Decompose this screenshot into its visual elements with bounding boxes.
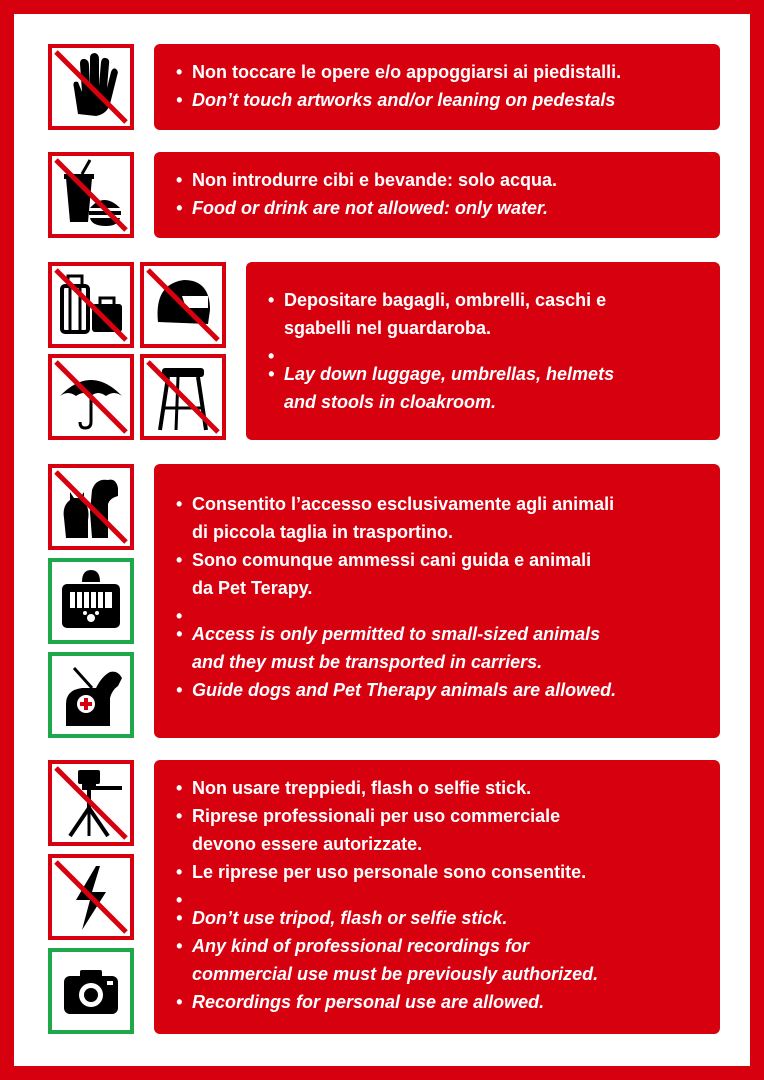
rule-panel-animals [154, 464, 720, 738]
rule-text: • Non usare treppiedi, flash o selfie stick. [174, 774, 708, 802]
no-touch-hand-icon [48, 44, 134, 130]
rule-text: • Any kind of professional recordings for commercial use must be previously authorized. [174, 932, 708, 988]
spacer [174, 602, 708, 620]
no-tripod-icon [48, 760, 134, 846]
pet-carrier-icon [48, 558, 134, 644]
guide-dog-icon [48, 652, 134, 738]
rule-panel-cloakroom [246, 262, 720, 440]
no-helmet-icon [140, 262, 226, 348]
rule-text: • Non introdurre cibi e bevande: solo acqua. [174, 166, 708, 194]
rule-text: • Guide dogs and Pet Therapy animals are allowed. [174, 676, 708, 704]
rule-text: • Access is only permitted to small-sized animals and they must be transported in carriers. [174, 620, 708, 676]
rule-text: • Sono comunque ammessi cani guida e animali da Pet Terapy. [174, 546, 708, 602]
no-pets-icon [48, 464, 134, 550]
rule-text: • Riprese professionali per uso commerciale devono essere autorizzate. [174, 802, 708, 858]
rule-panel-touch [154, 44, 720, 130]
rule-text: • Depositare bagagli, ombrelli, caschi e sgabelli nel guardaroba. [266, 286, 708, 342]
no-umbrella-icon [48, 354, 134, 440]
no-flash-icon [48, 854, 134, 940]
rule-text: • Consentito l’accesso esclusivamente agli animali di piccola taglia in trasportino. [174, 490, 708, 546]
no-luggage-icon [48, 262, 134, 348]
rule-text: • Lay down luggage, umbrellas, helmets and stools in cloakroom. [266, 360, 708, 416]
rule-text: • Food or drink are not allowed: only water. [174, 194, 708, 222]
rule-text: • Le riprese per uso personale sono consentite. [174, 858, 708, 886]
spacer [174, 886, 708, 904]
rule-text: • Non toccare le opere e/o appoggiarsi ai piedistalli. [174, 58, 708, 86]
rule-text: • Don’t touch artworks and/or leaning on pedestals [174, 86, 708, 114]
camera-icon [48, 948, 134, 1034]
no-food-drink-icon [48, 152, 134, 238]
spacer [266, 342, 708, 360]
no-stool-icon [140, 354, 226, 440]
rule-panel-photo [154, 760, 720, 1034]
page [14, 14, 750, 1066]
rule-text: • Recordings for personal use are allowed. [174, 988, 708, 1016]
rule-panel-food [154, 152, 720, 238]
rule-text: • Don’t use tripod, flash or selfie stick. [174, 904, 708, 932]
